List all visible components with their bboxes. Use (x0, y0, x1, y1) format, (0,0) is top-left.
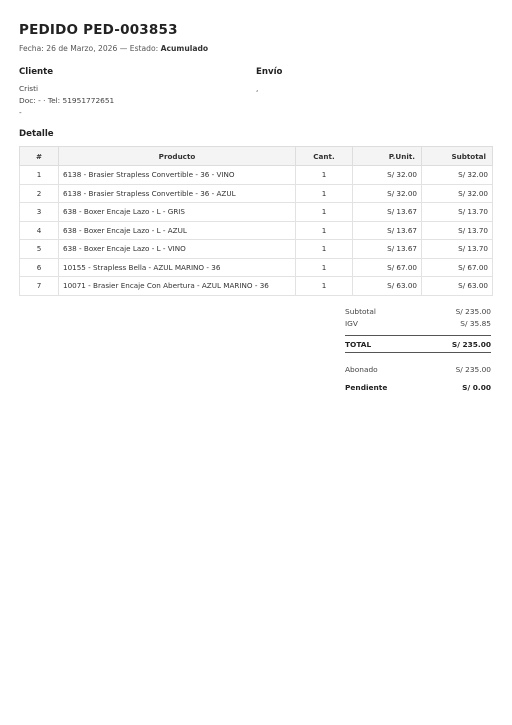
paid-label: Abonado (345, 364, 378, 374)
row-product: 10071 - Brasier Encaje Con Abertura - AZUL MARINO - 36 (59, 277, 296, 296)
subtotal-row (345, 305, 491, 318)
state-label: Estado: (129, 44, 159, 53)
row-subtotal: S/ 13.70 (422, 221, 493, 240)
totals-block (345, 305, 491, 394)
date-label: Fecha: (19, 44, 44, 53)
client-doc: Doc: - · Tel: 51951772651 (19, 96, 115, 105)
total-row (345, 336, 491, 352)
row-quantity: 1 (296, 258, 353, 277)
row-number: 2 (20, 184, 59, 203)
row-subtotal: S/ 67.00 (422, 258, 493, 277)
row-number: 3 (20, 203, 59, 222)
row-unit-price: S/ 13.67 (353, 240, 422, 259)
column-header-number: # (20, 147, 59, 166)
row-unit-price: S/ 32.00 (353, 166, 422, 185)
igv-value: S/ 35.85 (460, 319, 491, 329)
row-subtotal: S/ 32.00 (422, 166, 493, 185)
column-header-subtotal: Subtotal (422, 147, 493, 166)
row-unit-price: S/ 13.67 (353, 203, 422, 222)
row-unit-price: S/ 63.00 (353, 277, 422, 296)
row-number: 5 (20, 240, 59, 259)
row-number: 4 (20, 221, 59, 240)
igv-label: IGV (345, 319, 358, 329)
row-subtotal: S/ 13.70 (422, 203, 493, 222)
paid-row (345, 363, 491, 376)
subtotal-label: Subtotal (345, 306, 376, 316)
row-product: 6138 - Brasier Strapless Convertible - 36 - AZUL (59, 184, 296, 203)
client-name: Cristi (19, 84, 39, 93)
row-unit-price: S/ 67.00 (353, 258, 422, 277)
row-quantity: 1 (296, 166, 353, 185)
total-value: S/ 235.00 (451, 339, 491, 349)
row-number: 6 (20, 258, 59, 277)
table-row (20, 258, 493, 277)
row-unit-price: S/ 32.00 (353, 184, 422, 203)
items-table (19, 146, 493, 296)
row-quantity: 1 (296, 240, 353, 259)
paid-value: S/ 235.00 (455, 364, 491, 374)
order-date: 26 de Marzo, 2026 (46, 44, 118, 53)
subtotal-value: S/ 235.00 (455, 306, 491, 316)
client-extra: - (19, 108, 22, 117)
total-label: TOTAL (345, 339, 372, 349)
row-quantity: 1 (296, 203, 353, 222)
page-title: PEDIDO PED-003853 (19, 22, 178, 38)
row-product: 6138 - Brasier Strapless Convertible - 36 - VINO (59, 166, 296, 185)
pending-label: Pendiente (345, 383, 388, 393)
table-row (20, 277, 493, 296)
status-badge: Acumulado (160, 44, 209, 53)
table-row (20, 221, 493, 240)
shipping-address: , (256, 84, 259, 93)
column-header-quantity: Cant. (296, 147, 353, 166)
table-row (20, 203, 493, 222)
igv-row (345, 318, 491, 331)
client-heading: Cliente (19, 67, 54, 77)
row-product: 638 - Boxer Encaje Lazo - L - AZUL (59, 221, 296, 240)
row-product: 10155 - Strapless Bella - AZUL MARINO - 36 (59, 258, 296, 277)
row-number: 7 (20, 277, 59, 296)
row-number: 1 (20, 166, 59, 185)
row-subtotal: S/ 63.00 (422, 277, 493, 296)
column-header-unit-price: P.Unit. (353, 147, 422, 166)
row-subtotal: S/ 13.70 (422, 240, 493, 259)
table-header-row (20, 147, 493, 166)
row-subtotal: S/ 32.00 (422, 184, 493, 203)
meta-separator: — (119, 44, 128, 53)
row-product: 638 - Boxer Encaje Lazo - L - GRIS (59, 203, 296, 222)
row-quantity: 1 (296, 277, 353, 296)
row-quantity: 1 (296, 184, 353, 203)
row-product: 638 - Boxer Encaje Lazo - L - VINO (59, 240, 296, 259)
table-row (20, 184, 493, 203)
row-quantity: 1 (296, 221, 353, 240)
order-meta (19, 44, 208, 53)
table-row (20, 240, 493, 259)
row-unit-price: S/ 13.67 (353, 221, 422, 240)
detail-heading: Detalle (19, 129, 54, 139)
pending-row (345, 382, 491, 395)
column-header-product: Producto (59, 147, 296, 166)
pending-value: S/ 0.00 (462, 383, 491, 393)
table-row (20, 166, 493, 185)
shipping-heading: Envío (256, 67, 283, 77)
